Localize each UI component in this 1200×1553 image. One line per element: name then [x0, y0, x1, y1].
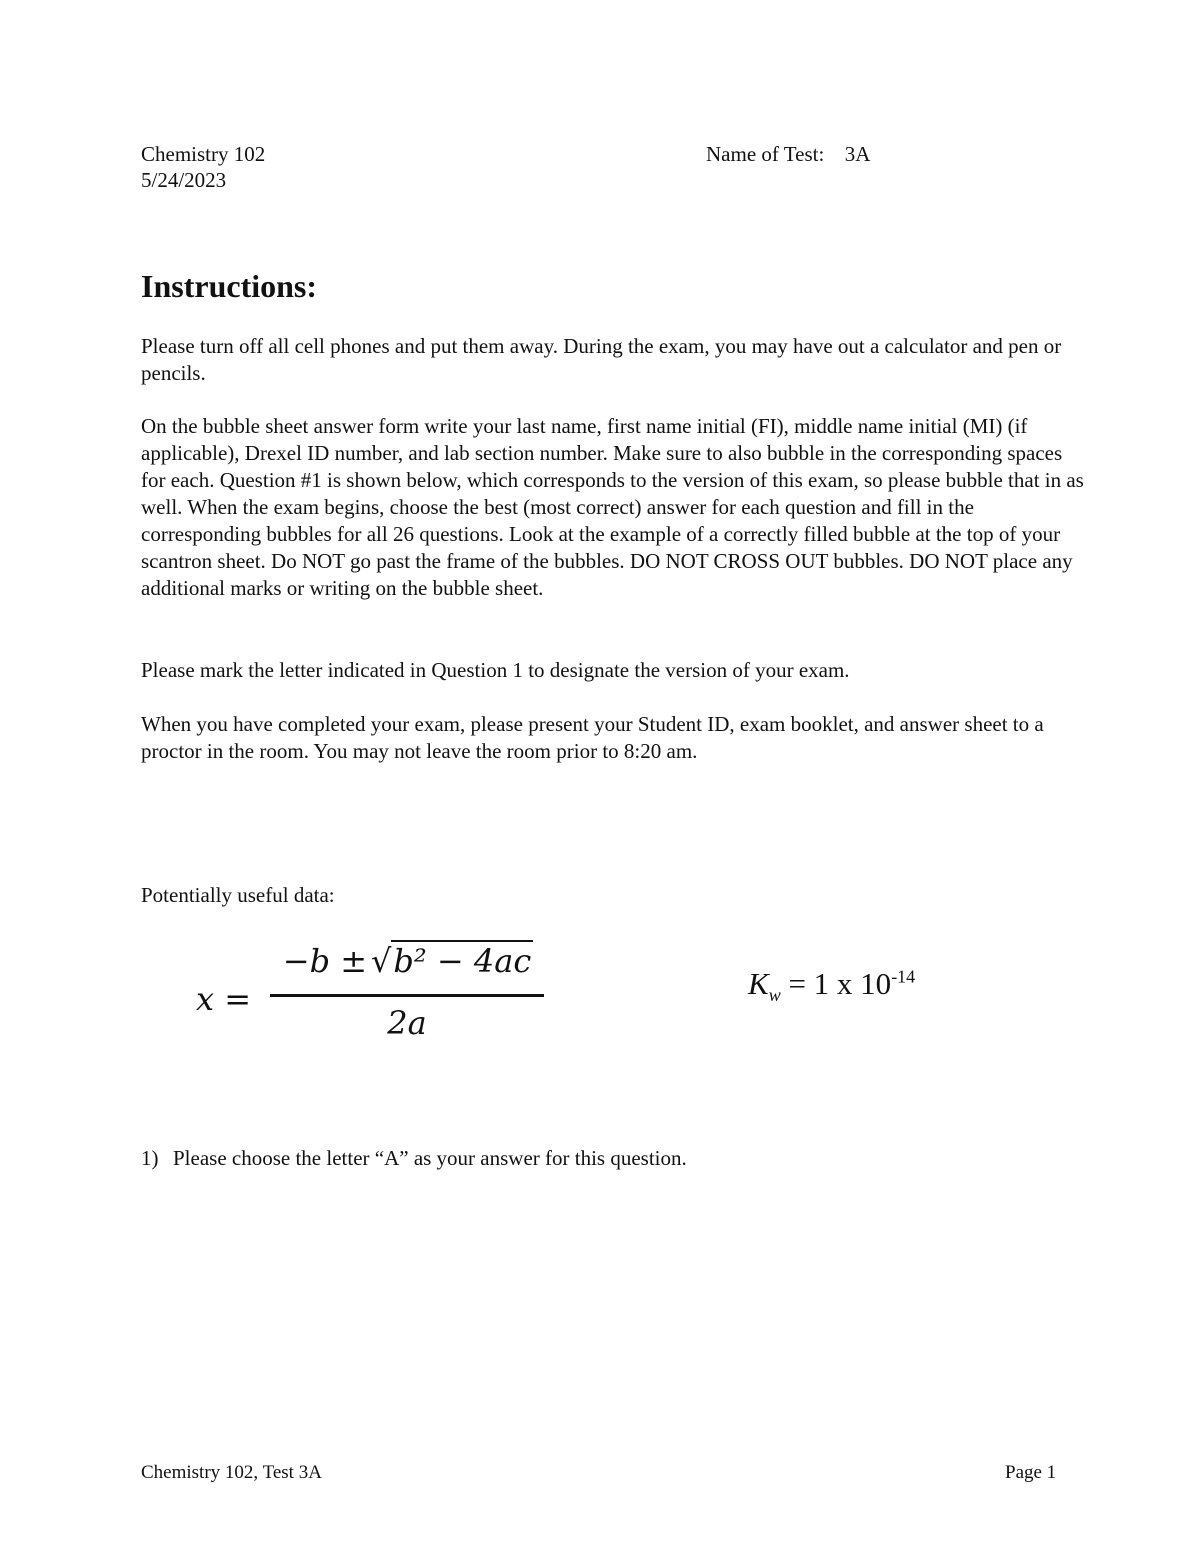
- footer-page-number: Page 1: [1005, 1462, 1057, 1483]
- formula-numerator-prefix: −b ±: [282, 942, 368, 980]
- fraction-bar: [270, 994, 544, 997]
- kw-constant: [748, 966, 915, 1006]
- kw-exponent: -14: [891, 966, 916, 987]
- quadratic-formula: [196, 938, 556, 1048]
- test-name: [706, 141, 870, 168]
- test-name-value: 3A: [844, 142, 871, 166]
- question-1-number: 1): [141, 1146, 159, 1170]
- useful-data-label: Potentially useful data:: [141, 883, 335, 907]
- kw-symbol: K: [748, 966, 769, 1001]
- footer-left: Chemistry 102, Test 3A: [141, 1462, 322, 1483]
- test-name-label: Name of Test:: [706, 142, 825, 166]
- kw-subscript: w: [768, 985, 781, 1006]
- exam-date: 5/24/2023: [141, 168, 227, 192]
- question-1-text: Please choose the letter “A” as your answer for this question.: [173, 1146, 687, 1170]
- formula-denominator: 2a: [387, 1004, 427, 1042]
- formula-numerator: [270, 942, 546, 980]
- kw-value: = 1 x 10: [780, 966, 892, 1001]
- course-title: Chemistry 102: [141, 142, 266, 166]
- instructions-paragraph-3: Please mark the letter indicated in Question 1 to designate the version of your exam.: [141, 658, 850, 682]
- formula-lhs: x =: [196, 980, 252, 1018]
- instructions-paragraph-4: When you have completed your exam, please present your Student ID, exam booklet, and answer sheet to a proctor in the room. You may not leave the room prior to 8:20 am.: [141, 712, 1044, 763]
- square-root: [367, 942, 533, 980]
- question-1: [141, 1145, 687, 1172]
- radicand: b² − 4ac: [393, 942, 532, 980]
- instructions-heading: Instructions:: [141, 268, 318, 304]
- radical-sign-icon: √: [371, 942, 392, 980]
- instructions-paragraph-1: Please turn off all cell phones and put them away. During the exam, you may have out a calculator and pen or pencils.: [141, 334, 1062, 385]
- instructions-paragraph-2: On the bubble sheet answer form write your last name, first name initial (FI), middle name initial (MI) (if applicable), Drexel ID number, and lab section number. Make sure to also bubble in the corresponding spaces for each. Question #1 is shown below, which corresponds to the version of this exam, so please bubble that in as well. When the exam begins, choose the best (most correct) answer for each question and fill in the corresponding bubbles for all 26 questions. Look at the example of a correctly filled bubble at the top of your scantron sheet. Do NOT go past the frame of the bubbles. DO NOT CROSS OUT bubbles. DO NOT place any additional marks or writing on the bubble sheet.: [141, 414, 1084, 600]
